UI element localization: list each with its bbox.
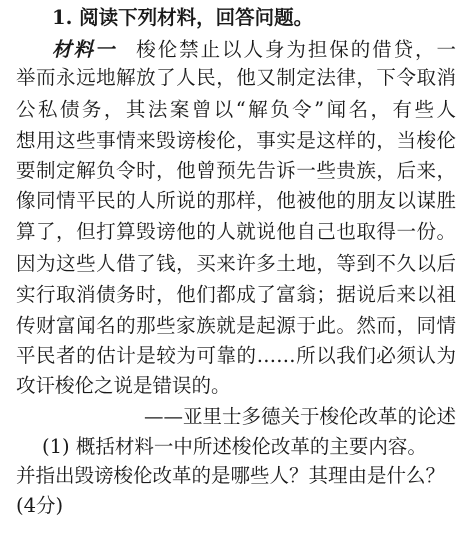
material-label: 材料一 [52, 38, 117, 61]
material-line: 公私债务，其法案曾以“解负令”闻名，有些人 [16, 98, 456, 121]
material-line: 举而永远地解放了人民，他又制定法律，下令取消 [16, 66, 456, 89]
material-line: 要制定解负令时，他曾预先告诉一些贵族，后来， [16, 159, 456, 182]
material-first-line [52, 36, 456, 64]
material-line: 算了，但打算毁谤他的人就说他自己也取得一份。 [16, 220, 456, 243]
question-heading: 1. 阅读下列材料，回答问题。 [52, 6, 314, 29]
material-line: 实行取消债务时，他们都成了富翁；据说后来以祖 [16, 283, 456, 306]
material-line: 攻讦梭伦之说是错误的。 [16, 374, 231, 397]
points-label: (4分) [16, 494, 64, 517]
source-attribution: ——亚里士多德关于梭伦改革的论述 [143, 405, 456, 428]
material-line: 像同情平民的人所说的那样，他被他的朋友以谋胜 [16, 189, 456, 212]
sub-question-line: 并指出毁谤梭伦改革的是哪些人？其理由是什么？ [16, 464, 446, 487]
material-line: 平民者的估计是较为可靠的……所以我们必须认为 [16, 344, 456, 367]
material-line: 梭伦禁止以人身为担保的借贷，一 [134, 38, 456, 61]
material-line: 传财富闻名的那些家族就是起源于此。然而，同情 [16, 314, 456, 337]
sub-question-line: (1) 概括材料一中所述梭伦改革的主要内容。 [42, 435, 427, 458]
material-line: 因为这些人借了钱，买来许多土地，等到不久以后 [16, 252, 456, 275]
material-line: 想用这些事情来毁谤梭伦，事实是这样的，当梭伦 [16, 129, 456, 152]
